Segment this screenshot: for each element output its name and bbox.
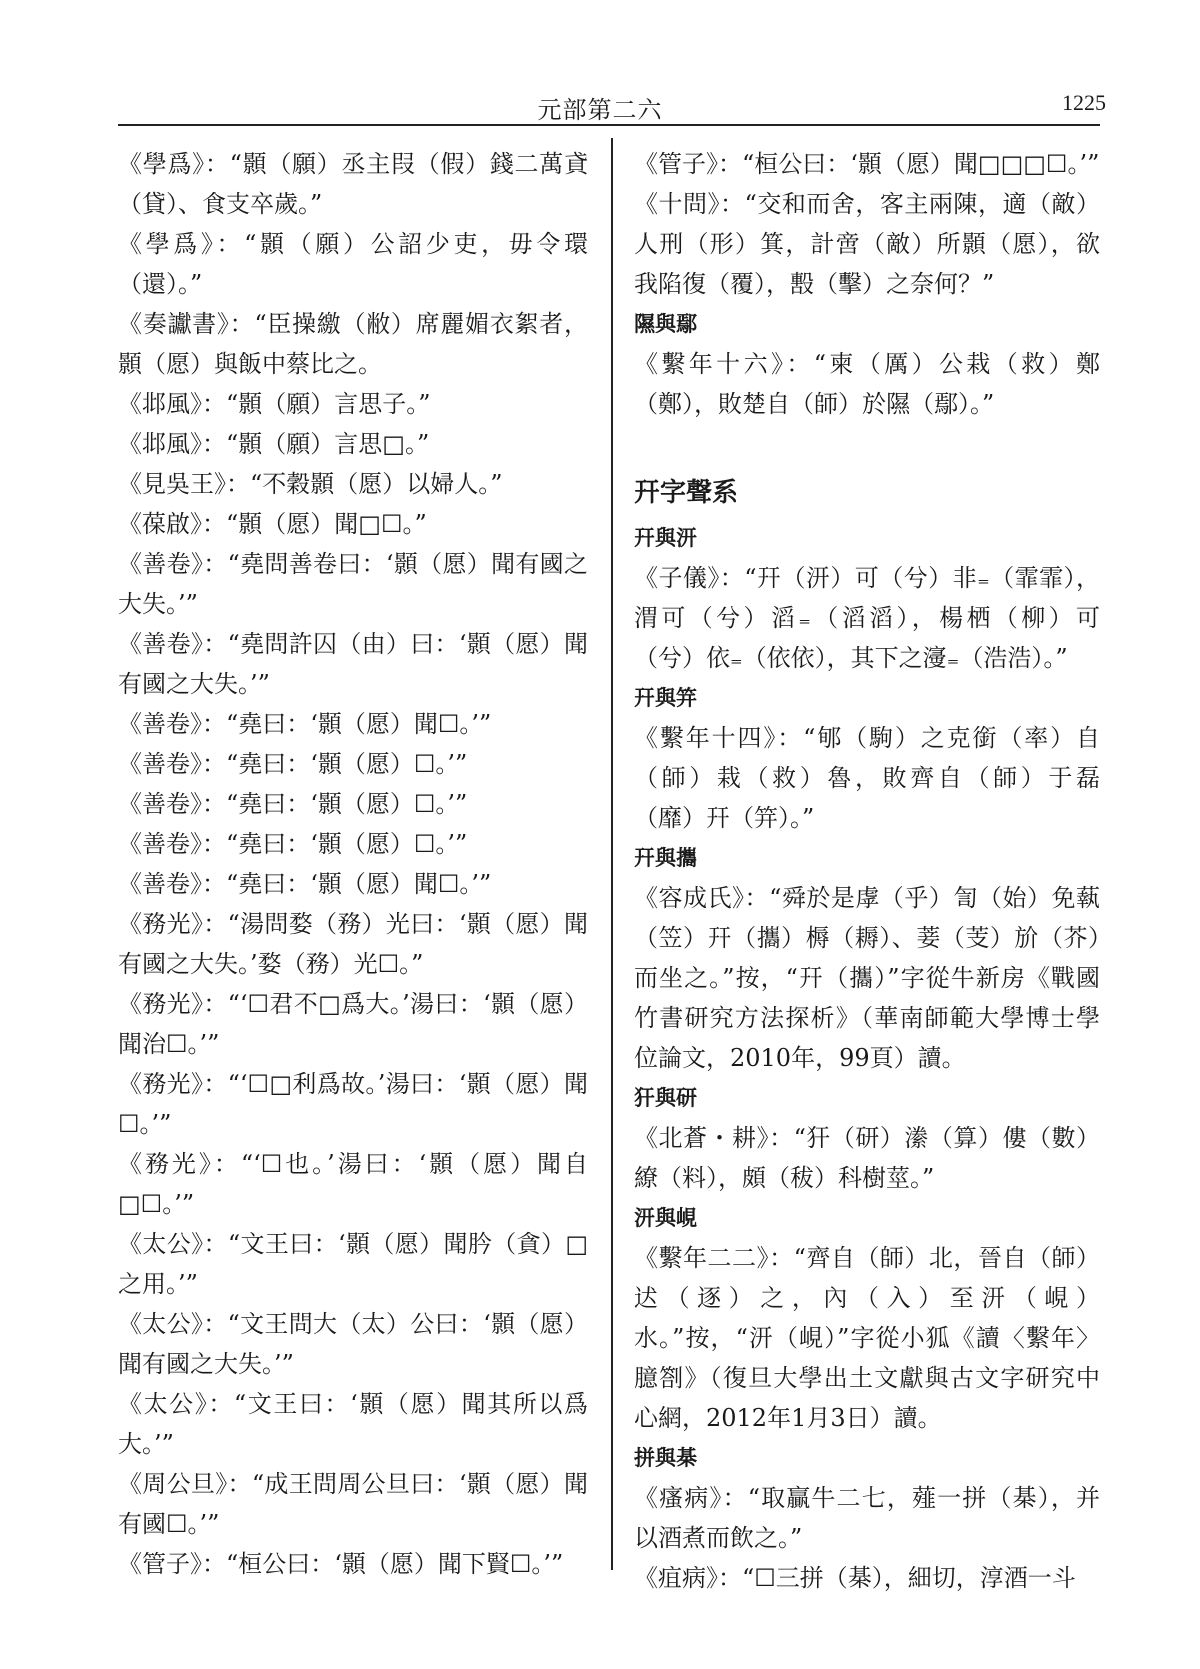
header-rule xyxy=(118,124,1100,126)
entry: 《子儀》：“幵（汧）可（兮）非₌（霏霏），渭可（兮）滔₌（滔滔），楊栖（柳）可（兮）依₌（依依），其下之濅₌（浩浩）。” xyxy=(634,564,1100,672)
entry: 《奏讞書》：“臣操繳（敝）席麗媚衣絮者，顥（愿）與飯中蔡比之。 xyxy=(118,310,588,378)
entry: 《周公旦》：“成王問周公旦曰：‘顥（愿）聞有國☐。’” xyxy=(118,1470,588,1538)
entry: 《務光》：“‘☐□利爲故。’湯曰：‘顥（愿）聞☐。’” xyxy=(118,1070,588,1138)
entry: 《善卷》：“堯曰：‘顥（愿）聞☐。’” xyxy=(118,870,492,898)
entry-heading: 汧與峴 xyxy=(634,1206,697,1230)
entry: 《繫年十四》：“郇（駒）之克銜（率）自（師）栽（救）魯，敗齊自（師）于磊（靡）幵（笄）。” xyxy=(634,724,1100,832)
entry: 《疽病》：“☐三拼（棊），細切，淳酒一斗 xyxy=(634,1564,1076,1592)
entry: 《太公》：“文王曰：‘顥（愿）聞肣（貪）□之用。’” xyxy=(118,1230,588,1298)
entry: 《善卷》：“堯曰：‘顥（愿）☐。’” xyxy=(118,790,468,818)
entry-heading: 拼與棊 xyxy=(634,1446,697,1470)
entry: 《太公》：“文王曰：‘顥（愿）聞其所以爲大。’” xyxy=(118,1390,588,1458)
entry: 《邶風》：“顥（願）言思□。” xyxy=(118,430,430,458)
entry: 《學爲》：“顥（願）丞主叚（假）錢二萬貣（貸）、食支卒歲。” xyxy=(118,150,588,218)
entry-heading: 幵與笄 xyxy=(634,686,697,710)
entry: 《太公》：“文王問大（太）公曰：‘顥（愿）聞有國之大失。’” xyxy=(118,1310,588,1378)
entry: 《邶風》：“顥（願）言思子。” xyxy=(118,390,431,418)
entry: 《善卷》：“堯曰：‘顥（愿）聞☐。’” xyxy=(118,710,492,738)
entry: 《北蒼・耕》：“犴（研）潫（算）僂（數）繚（料），頗（秡）科樹莖。” xyxy=(634,1124,1100,1192)
entry-heading: 隰與鄢 xyxy=(634,312,697,336)
entry: 《見吳王》：“不穀顥（愿）以婦人。” xyxy=(118,470,503,498)
entry: 《容成氏》：“舜於是虖（乎）訇（始）免蓻（笠）幵（攜）槈（耨）、菨（芰）斺（芥）而坐之。”按，“幵（攜）”字從牛新房《戰國竹書研究方法探析》（華南師範大學博士學位論文，2010年，99頁）讀。 xyxy=(634,884,1100,1072)
entry: 《十問》：“交和而舍，客主兩陳，適（敵）人刑（形）箕，計啻（敵）所顥（愿），欲我陷復（覆），毄（擊）之奈何？” xyxy=(634,190,1100,298)
right-column xyxy=(634,144,1100,1598)
entry: 《善卷》：“堯問許囚（由）曰：‘顥（愿）聞有國之大失。’” xyxy=(118,630,588,698)
entry: 《善卷》：“堯曰：‘顥（愿）☐。’” xyxy=(118,750,468,778)
left-column xyxy=(118,144,588,1584)
entry: 《繫年十六》：“柬（厲）公栽（救）鄭（鄭），敗楚自（師）於隰（鄢）。” xyxy=(634,350,1100,418)
entry: 《善卷》：“堯曰：‘顥（愿）☐。’” xyxy=(118,830,468,858)
entry: 《瘙病》：“取贏牛二七，薤一拼（棊），并以酒煮而飲之。” xyxy=(634,1484,1100,1552)
entry: 《務光》：“湯問婺（務）光曰：‘顥（愿）聞有國之大失。’婺（務）光☐。” xyxy=(118,910,588,978)
column-divider xyxy=(611,138,613,1570)
entry: 《管子》：“桓公曰：‘顥（愿）聞□□□☐。’” xyxy=(634,150,1100,178)
entry: 《務光》：“‘☐君不□爲大。’湯曰：‘顥（愿）聞治☐。’” xyxy=(118,990,588,1058)
entry: 《善卷》：“堯問善卷曰：‘顥（愿）聞有國之大失。’” xyxy=(118,550,588,618)
page-number: 1225 xyxy=(1062,90,1106,115)
entry-heading: 犴與研 xyxy=(634,1086,697,1110)
entry: 《管子》：“桓公曰：‘顥（愿）聞下賢☐。’” xyxy=(118,1550,564,1578)
entry: 《葆啟》：“顥（愿）聞□☐。” xyxy=(118,510,427,538)
entry: 《務光》：“‘☐也。’湯曰：‘顥（愿）聞自□☐。’” xyxy=(118,1150,588,1218)
running-header: 元部第二六 xyxy=(537,96,663,124)
entry: 《繫年二二》：“齊自（師）北，晉自（師）迖（逐）之，內（入）至汧（峴）水。”按，“汧（峴）”字從小狐《讀〈繫年〉臆劄》（復旦大學出土文獻與古文字研究中心網，2012年1月3日）讀。 xyxy=(634,1244,1100,1432)
section-heading: 幵字聲系 xyxy=(634,478,739,508)
entry-heading: 幵與汧 xyxy=(634,526,697,550)
entry-heading: 幵與攜 xyxy=(634,846,697,870)
entry: 《學爲》：“顥（願）公詔少吏，毋令環（還）。” xyxy=(118,230,588,298)
